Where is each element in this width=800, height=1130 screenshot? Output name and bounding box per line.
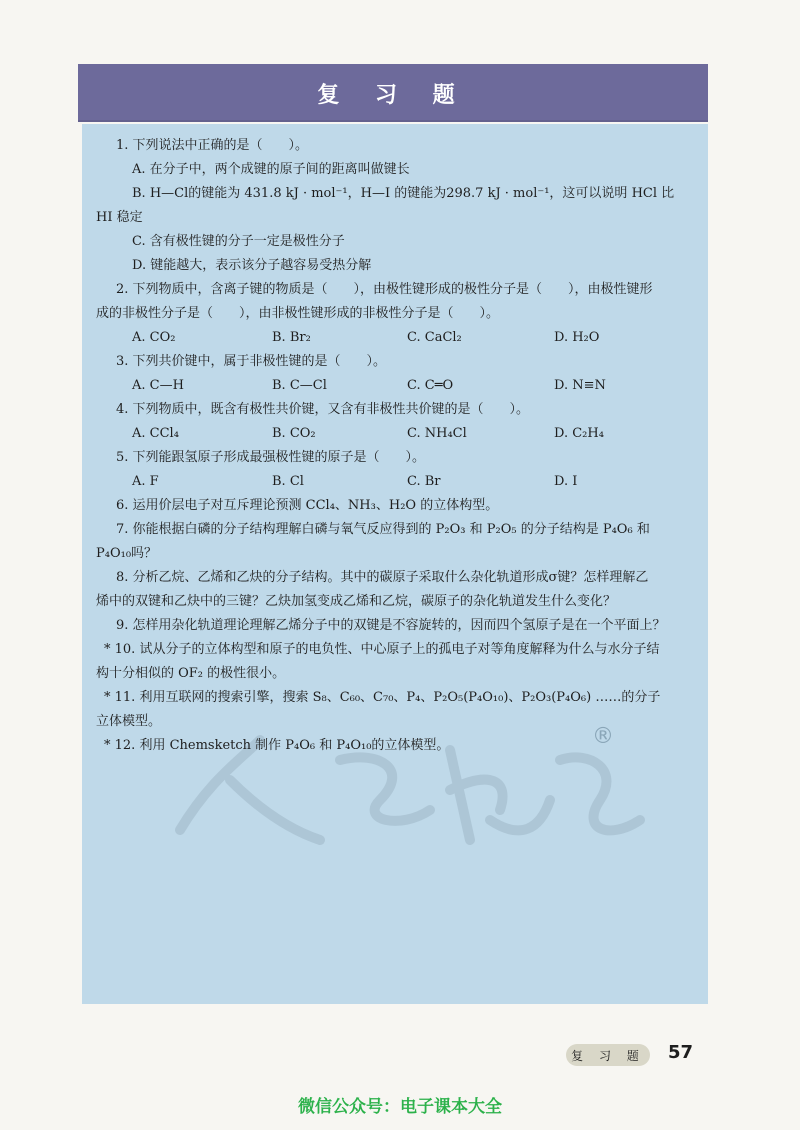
options-row xyxy=(82,374,708,398)
option-item: D. N≡N xyxy=(554,378,606,393)
starred-question-line: * 12. 利用 Chemsketch 制作 P₄O₆ 和 P₄O₁₀的立体模型。 xyxy=(104,738,450,753)
continuation-line: P₄O₁₀吗？ xyxy=(96,546,158,561)
option-item: B. Br₂ xyxy=(272,330,311,345)
question-line: 8. 分析乙烷、乙烯和乙炔的分子结构。其中的碳原子采取什么杂化轨道形成σ键？怎样理解乙 xyxy=(116,570,649,585)
question-line: 1. 下列说法中正确的是（ ）。 xyxy=(116,138,309,153)
options-row xyxy=(82,470,708,494)
continuation-line: 成的非极性分子是（ ），由非极性键形成的非极性分子是（ ）。 xyxy=(96,306,500,321)
option-item: A. CO₂ xyxy=(132,330,176,345)
exercise-list xyxy=(82,134,708,758)
question-line: 5. 下列能跟氢原子形成最强极性键的原子是（ ）。 xyxy=(116,450,426,465)
option-item: B. Cl xyxy=(272,474,304,489)
option-item: D. H₂O xyxy=(554,330,600,345)
question-line: 7. 你能根据白磷的分子结构理解白磷与氧气反应得到的 P₂O₃ 和 P₂O₅ 的分子结构是 P₄O₆ 和 xyxy=(116,522,650,537)
option-line: B. H—Cl的键能为 431.8 kJ · mol⁻¹，H—I 的键能为298.7 kJ · mol⁻¹，这可以说明 HCl 比 xyxy=(132,186,675,201)
question-line: 6. 运用价层电子对互斥理论预测 CCl₄、NH₃、H₂O 的立体构型。 xyxy=(116,498,499,513)
option-line: D. 键能越大，表示该分子越容易受热分解 xyxy=(132,258,372,273)
option-item: C. NH₄Cl xyxy=(407,426,467,441)
option-item: A. F xyxy=(132,474,159,489)
registered-mark-icon: ® xyxy=(592,724,614,749)
options-row xyxy=(82,422,708,446)
continuation-line: 立体模型。 xyxy=(96,714,162,729)
option-item: D. C₂H₄ xyxy=(554,426,604,441)
question-line: 2. 下列物质中，含离子键的物质是（ ），由极性键形成的极性分子是（ ），由极性键形 xyxy=(116,282,653,297)
starred-question-line: * 11. 利用互联网的搜索引擎，搜索 S₈、C₆₀、C₇₀、P₄、P₂O₅(P₄O₁₀)、P₂O₃(P₄O₆) ……的分子 xyxy=(104,690,661,705)
continuation-line: HI 稳定 xyxy=(96,210,143,225)
question-line: 9. 怎样用杂化轨道理论理解乙烯分子中的双键是不容旋转的，因而四个氢原子是在一个平面上？ xyxy=(116,618,666,633)
starred-question-line: * 10. 试从分子的立体构型和原子的电负性、中心原子上的孤电子对等角度解释为什么与水分子结 xyxy=(104,642,660,657)
question-line: 4. 下列物质中，既含有极性共价键，又含有非极性共价键的是（ ）。 xyxy=(116,402,530,417)
option-item: A. C—H xyxy=(132,378,184,393)
option-item: D. I xyxy=(554,474,578,489)
option-item: C. CaCl₂ xyxy=(407,330,462,345)
section-title: 复 习 题 xyxy=(317,82,469,108)
page-number: 57 xyxy=(668,1042,694,1063)
option-item: C. C═O xyxy=(407,378,454,393)
wechat-note: 微信公众号：电子课本大全 xyxy=(298,1097,502,1117)
option-item: B. CO₂ xyxy=(272,426,316,441)
footer-section-tab: 复 习 题 xyxy=(566,1044,650,1066)
options-row xyxy=(82,326,708,350)
continuation-line: 烯中的双键和乙炔中的三键？乙炔加氢变成乙烯和乙烷，碳原子的杂化轨道发生什么变化？ xyxy=(96,594,617,609)
option-line: A. 在分子中，两个成键的原子间的距离叫做键长 xyxy=(132,162,410,177)
continuation-line: 构十分相似的 OF₂ 的极性很小。 xyxy=(96,666,286,681)
section-header xyxy=(78,64,708,122)
option-item: B. C—Cl xyxy=(272,378,327,393)
option-item: C. Br xyxy=(407,474,441,489)
option-item: A. CCl₄ xyxy=(132,426,179,441)
option-line: C. 含有极性键的分子一定是极性分子 xyxy=(132,234,345,249)
question-line: 3. 下列共价键中，属于非极性键的是（ ）。 xyxy=(116,354,387,369)
